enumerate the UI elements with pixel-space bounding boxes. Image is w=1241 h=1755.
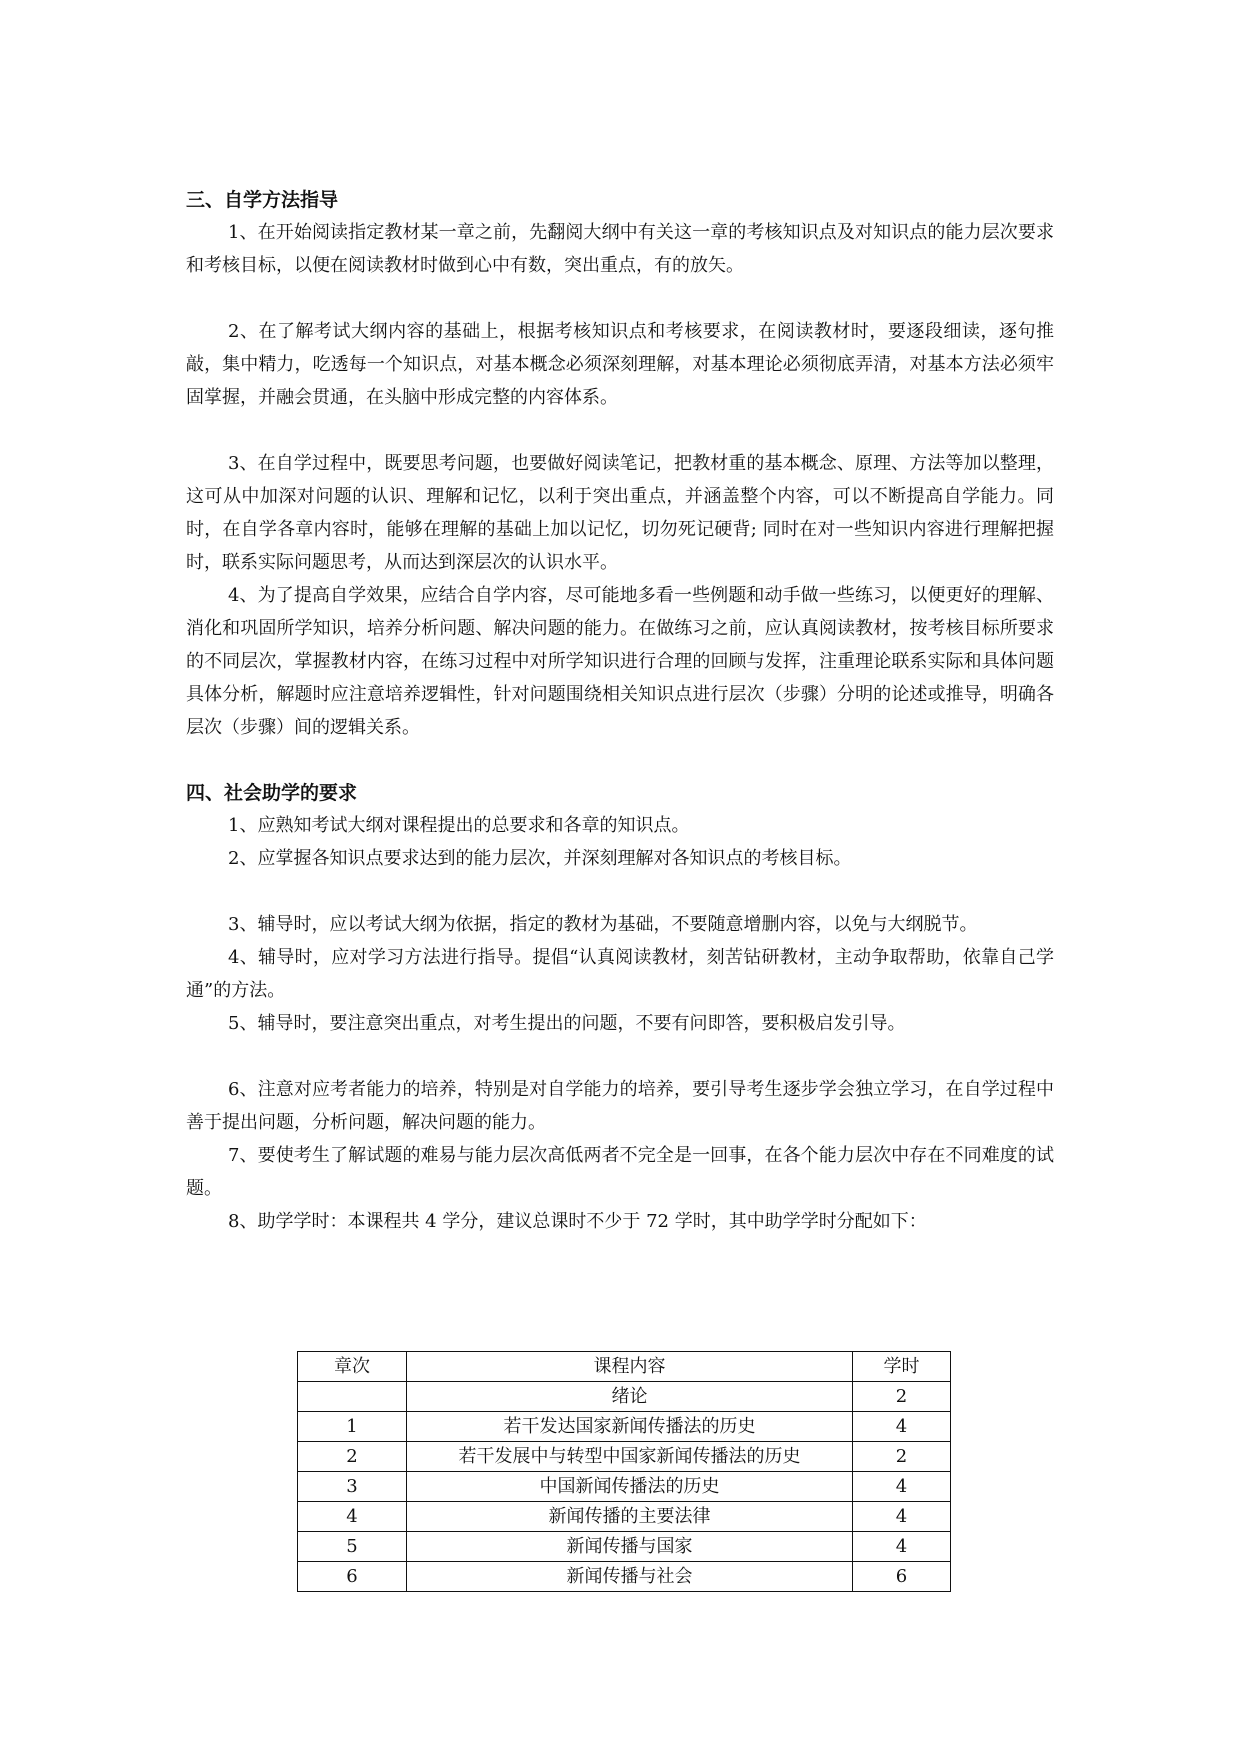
- section-4-paragraph-6: 6、注意对应考者能力的培养，特别是对自学能力的培养，要引导考生逐步学会独立学习，在自学过程中善于提出问题，分析问题，解决问题的能力。: [186, 1079, 1054, 1133]
- section-4-paragraph-1: 1、应熟知考试大纲对课程提出的总要求和各章的知识点。: [228, 815, 690, 836]
- table-row: [298, 1502, 951, 1532]
- cell-chapter: 4: [298, 1502, 407, 1532]
- hours-table: [297, 1351, 951, 1592]
- cell-hours: 6: [853, 1562, 951, 1592]
- cell-hours: 2: [853, 1382, 951, 1412]
- table-row: [298, 1442, 951, 1472]
- cell-chapter: 2: [298, 1442, 407, 1472]
- cell-content: 新闻传播的主要法律: [407, 1502, 853, 1532]
- table-row: [298, 1532, 951, 1562]
- cell-hours: 4: [853, 1502, 951, 1532]
- document-page: [186, 184, 1054, 1238]
- section-4-paragraph-7: 7、要使考生了解试题的难易与能力层次高低两者不完全是一回事，在各个能力层次中存在不同难度的试题。: [186, 1145, 1054, 1199]
- section-4-paragraph-4: 4、辅导时，应对学习方法进行指导。提倡“认真阅读教材，刻苦钻研教材，主动争取帮助，依靠自己学通”的方法。: [186, 947, 1054, 1001]
- hours-table-container: [297, 1351, 951, 1592]
- section-4-paragraph-2: 2、应掌握各知识点要求达到的能力层次，并深刻理解对各知识点的考核目标。: [228, 848, 852, 869]
- spacer: [186, 414, 1054, 447]
- cell-hours: 2: [853, 1442, 951, 1472]
- cell-content: 新闻传播与社会: [407, 1562, 853, 1592]
- table-row: [298, 1562, 951, 1592]
- cell-chapter: 5: [298, 1532, 407, 1562]
- section-4-paragraph-8: 8、助学学时：本课程共 4 学分，建议总课时不少于 72 学时，其中助学学时分配如下：: [228, 1211, 927, 1232]
- cell-chapter: 3: [298, 1472, 407, 1502]
- cell-chapter: 6: [298, 1562, 407, 1592]
- header-hours: 学时: [853, 1352, 951, 1382]
- section-4-paragraph-3: 3、辅导时，应以考试大纲为依据，指定的教材为基础，不要随意增删内容，以免与大纲脱节。: [228, 914, 978, 935]
- cell-content: 绪论: [407, 1382, 853, 1412]
- cell-hours: 4: [853, 1532, 951, 1562]
- cell-content: 中国新闻传播法的历史: [407, 1472, 853, 1502]
- section-3-paragraph-2: 2、在了解考试大纲内容的基础上，根据考核知识点和考核要求，在阅读教材时，要逐段细读，逐句推敲，集中精力，吃透每一个知识点，对基本概念必须深刻理解，对基本理论必须彻底弄清，对基本方法必须牢固掌握，并融会贯通，在头脑中形成完整的内容体系。: [186, 321, 1054, 408]
- cell-hours: 4: [853, 1472, 951, 1502]
- cell-content: 若干发展中与转型中国家新闻传播法的历史: [407, 1442, 853, 1472]
- section-3-paragraph-3: 3、在自学过程中，既要思考问题，也要做好阅读笔记，把教材重的基本概念、原理、方法等加以整理，这可从中加深对问题的认识、理解和记忆，以利于突出重点，并涵盖整个内容，可以不断提高自学能力。同时，在自学各章内容时，能够在理解的基础上加以记忆，切勿死记硬背; 同时在对一些知识内容进行理解把握时，联系实际问题思考，从而达到深层次的认识水平。: [186, 453, 1054, 573]
- section-4-paragraph-5: 5、辅导时，要注意突出重点，对考生提出的问题，不要有问即答，要积极启发引导。: [228, 1013, 906, 1034]
- table-row: [298, 1412, 951, 1442]
- cell-content: 若干发达国家新闻传播法的历史: [407, 1412, 853, 1442]
- header-chapter: 章次: [298, 1352, 407, 1382]
- table-row: [298, 1382, 951, 1412]
- section-3-heading: 三、自学方法指导: [186, 189, 339, 211]
- spacer: [186, 282, 1054, 315]
- section-3-paragraph-4: 4、为了提高自学效果，应结合自学内容，尽可能地多看一些例题和动手做一些练习，以便更好的理解、消化和巩固所学知识，培养分析问题、解决问题的能力。在做练习之前，应认真阅读教材，按考核目标所要求的不同层次，掌握教材内容，在练习过程中对所学知识进行合理的回顾与发挥，注重理论联系实际和具体问题具体分析，解题时应注意培养逻辑性，针对问题围绕相关知识点进行层次（步骤）分明的论述或推导，明确各层次（步骤）间的逻辑关系。: [186, 585, 1054, 738]
- header-content: 课程内容: [407, 1352, 853, 1382]
- cell-hours: 4: [853, 1412, 951, 1442]
- cell-chapter: 1: [298, 1412, 407, 1442]
- table-header-row: [298, 1352, 951, 1382]
- spacer: [186, 875, 1054, 908]
- section-4-heading: 四、社会助学的要求: [186, 782, 358, 804]
- section-3-paragraph-1: 1、在开始阅读指定教材某一章之前，先翻阅大纲中有关这一章的考核知识点及对知识点的能力层次要求和考核目标，以便在阅读教材时做到心中有数，突出重点，有的放矢。: [186, 222, 1054, 276]
- spacer: [186, 744, 1054, 777]
- table-row: [298, 1472, 951, 1502]
- spacer: [186, 1040, 1054, 1073]
- cell-chapter: [298, 1382, 407, 1412]
- cell-content: 新闻传播与国家: [407, 1532, 853, 1562]
